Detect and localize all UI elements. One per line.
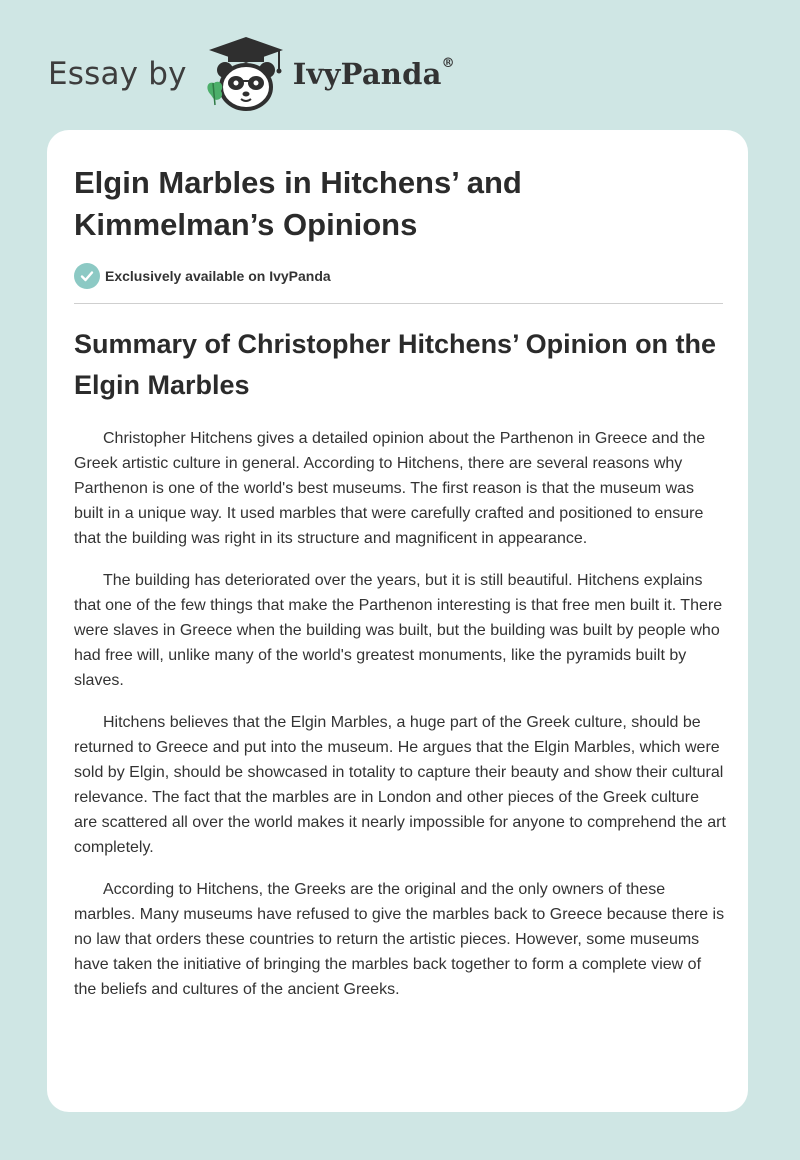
essay-card <box>47 130 748 1112</box>
paragraph: Hitchens believes that the Elgin Marbles, a huge part of the Greek culture, should be returned to Greece and put into the museum. He argues that the Elgin Marbles, which were sold by Elgin, should be showcased in totality to capture their beauty and show their cultural relevance. The fact that the marbles are in London and other pieces of the Greek culture are scattered all over the world makes it nearly impossible for anyone to comprehend the art completely. <box>74 714 726 856</box>
site-header <box>48 34 455 114</box>
essay-title: Elgin Marbles in Hitchens’ and Kimmelman’s Opinions <box>74 165 522 242</box>
divider <box>74 303 723 304</box>
paragraph: The building has deteriorated over the years, but it is still beautiful. Hitchens explains that one of the few things that make the Parthenon interesting is that free men built it. There were slaves in Greece when the building was built, but the building was built by people who had free will, unlike many of the world's greatest monuments, like the pyramids built by slaves. <box>74 572 723 689</box>
section-heading: Summary of Christopher Hitchens’ Opinion on the Elgin Marbles <box>74 329 717 400</box>
essay-body <box>74 426 726 1019</box>
paragraph: According to Hitchens, the Greeks are the original and the only owners of these marbles. Many museums have refused to give the marbles back to Greece because there is no law that orders these countries to return the artistic pieces. However, some museums have taken the initiative of bringing the marbles back together to form a complete view of the beliefs and cultures of the ancient Greeks. <box>74 881 725 998</box>
exclusive-badge <box>74 263 331 289</box>
brand-name[interactable] <box>293 57 455 91</box>
registered-mark: ® <box>441 56 455 72</box>
paragraph: Christopher Hitchens gives a detailed opinion about the Parthenon in Greece and the Greek artistic culture in general. According to Hitchens, there are several reasons why Parthenon is one of the world's best museums. The first reason is that the museum was built in a unique way. It used marbles that were carefully crafted and positioned to ensure that the building was right in its structure and magnificent in appearance. <box>74 430 706 547</box>
essay-by-label: Essay by <box>48 56 187 92</box>
exclusive-badge-text: Exclusively available on IvyPanda <box>105 268 331 284</box>
brand-name-text: IvyPanda <box>292 57 442 91</box>
panda-graduate-icon[interactable] <box>203 35 289 113</box>
check-icon <box>74 263 100 289</box>
